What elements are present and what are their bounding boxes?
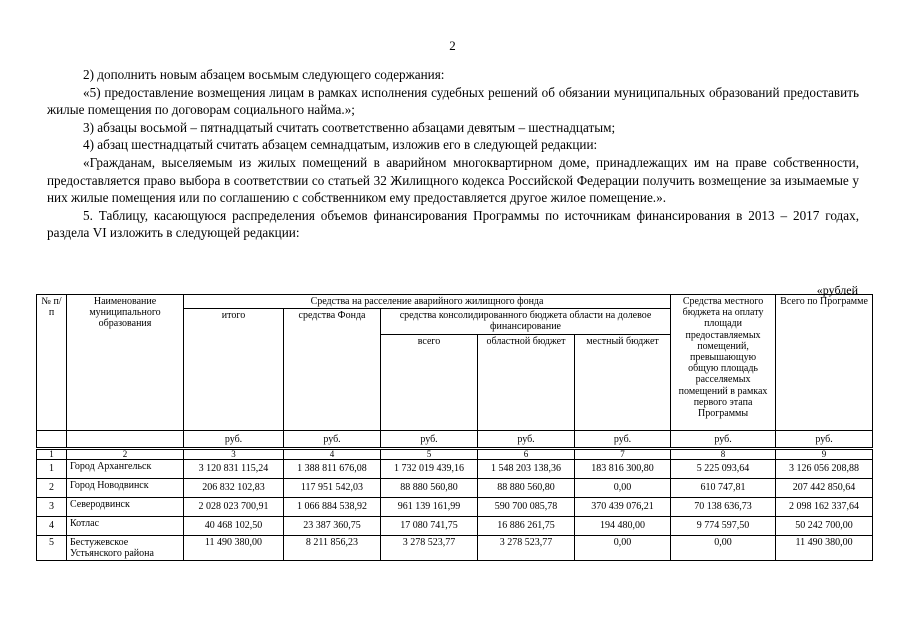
- row-program-total: 11 490 380,00: [776, 535, 873, 560]
- column-number: 1: [37, 448, 67, 459]
- table-row: [37, 516, 873, 535]
- row-all: 17 080 741,75: [381, 516, 478, 535]
- unit-label: «рублей: [816, 283, 858, 297]
- row-regional: 3 278 523,77: [478, 535, 575, 560]
- financing-table: [36, 294, 873, 561]
- paragraph: 2) дополнить новым абзацем восьмым следующего содержания:: [83, 67, 445, 82]
- row-local: 370 439 076,21: [575, 497, 671, 516]
- header-num: № п/п: [37, 295, 67, 431]
- unit-cell: руб.: [284, 430, 381, 448]
- header-row: [37, 295, 873, 309]
- row-name: Город Архангельск: [67, 459, 184, 478]
- column-number: 4: [284, 448, 381, 459]
- row-all: 1 732 019 439,16: [381, 459, 478, 478]
- row-fund: 1 388 811 676,08: [284, 459, 381, 478]
- paragraph: «Гражданам, выселяемым из жилых помещений в аварийном многоквартирном доме, принадлежащих им на праве собственности, предоставляется право выбора в соответствии со статьей 32 Жилищного кодекса Российской Федерации получить возмещение за изымаемые у них жилые помещения или по соглашению с собственником ему предоставляется другое жилое помещение.».: [47, 154, 859, 206]
- row-name: Город Новодвинск: [67, 478, 184, 497]
- row-regional: 88 880 560,80: [478, 478, 575, 497]
- row-total: 206 832 102,83: [184, 478, 284, 497]
- column-number: 8: [671, 448, 776, 459]
- column-number: 9: [776, 448, 873, 459]
- paragraph: «5) предоставление возмещения лицам в рамках исполнения судебных решений об обязании муниципальных образований предоставить жилые помещения по договорам социального найма.»;: [47, 84, 859, 118]
- row-total: 3 120 831 115,24: [184, 459, 284, 478]
- unit-cell: руб.: [381, 430, 478, 448]
- header-program-total: Всего по Программе: [776, 295, 873, 431]
- row-local: 0,00: [575, 478, 671, 497]
- row-local-excess: 610 747,81: [671, 478, 776, 497]
- row-all: 88 880 560,80: [381, 478, 478, 497]
- row-program-total: 50 242 700,00: [776, 516, 873, 535]
- row-fund: 117 951 542,03: [284, 478, 381, 497]
- table-row: [37, 535, 873, 560]
- header-all: всего: [381, 334, 478, 430]
- row-num: 1: [37, 459, 67, 478]
- page-number: 2: [449, 38, 456, 53]
- row-local: 183 816 300,80: [575, 459, 671, 478]
- row-num: 2: [37, 478, 67, 497]
- header-resettlement: Средства на расселение аварийного жилищного фонда: [184, 295, 671, 309]
- header-fund: средства Фонда: [284, 309, 381, 430]
- unit-cell: руб.: [184, 430, 284, 448]
- unit-cell: руб.: [671, 430, 776, 448]
- column-number: 2: [67, 448, 184, 459]
- header-total: итого: [184, 309, 284, 430]
- row-local-excess: 9 774 597,50: [671, 516, 776, 535]
- row-total: 11 490 380,00: [184, 535, 284, 560]
- row-name: Бестужевское Устьянского района: [67, 535, 184, 560]
- table-row: [37, 497, 873, 516]
- row-all: 3 278 523,77: [381, 535, 478, 560]
- unit-cell: [67, 430, 184, 448]
- row-program-total: 2 098 162 337,64: [776, 497, 873, 516]
- column-number: 7: [575, 448, 671, 459]
- row-fund: 23 387 360,75: [284, 516, 381, 535]
- table-row: [37, 478, 873, 497]
- column-number: 3: [184, 448, 284, 459]
- column-number-row: [37, 448, 873, 459]
- row-program-total: 3 126 056 208,88: [776, 459, 873, 478]
- row-regional: 1 548 203 138,36: [478, 459, 575, 478]
- row-num: 3: [37, 497, 67, 516]
- row-local-excess: 0,00: [671, 535, 776, 560]
- row-total: 2 028 023 700,91: [184, 497, 284, 516]
- row-local: 0,00: [575, 535, 671, 560]
- row-num: 4: [37, 516, 67, 535]
- header-regional: областной бюджет: [478, 334, 575, 430]
- row-name: Северодвинск: [67, 497, 184, 516]
- row-regional: 16 886 261,75: [478, 516, 575, 535]
- row-local-excess: 70 138 636,73: [671, 497, 776, 516]
- row-fund: 8 211 856,23: [284, 535, 381, 560]
- row-program-total: 207 442 850,64: [776, 478, 873, 497]
- table-row: [37, 459, 873, 478]
- row-name: Котлас: [67, 516, 184, 535]
- row-fund: 1 066 884 538,92: [284, 497, 381, 516]
- header-local: местный бюджет: [575, 334, 671, 430]
- row-local: 194 480,00: [575, 516, 671, 535]
- row-num: 5: [37, 535, 67, 560]
- paragraph: 3) абзацы восьмой – пятнадцатый считать соответственно абзацами девятым – шестнадцатым;: [83, 119, 616, 135]
- unit-row: [37, 430, 873, 448]
- row-all: 961 139 161,99: [381, 497, 478, 516]
- header-consolidated: средства консолидированного бюджета области на долевое финансирование: [381, 309, 671, 334]
- body-text: [47, 66, 859, 242]
- unit-cell: руб.: [776, 430, 873, 448]
- unit-cell: руб.: [575, 430, 671, 448]
- row-total: 40 468 102,50: [184, 516, 284, 535]
- row-regional: 590 700 085,78: [478, 497, 575, 516]
- paragraph: 4) абзац шестнадцатый считать абзацем семнадцатым, изложив его в следующей редакции:: [83, 137, 598, 153]
- unit-cell: руб.: [478, 430, 575, 448]
- header-local-excess: Средства местного бюджета на оплату площади предоставляемых помещений, превышающую общую площадь расселяемых помещений в рамках первого этапа Программы: [671, 295, 776, 431]
- row-local-excess: 5 225 093,64: [671, 459, 776, 478]
- paragraph: 5. Таблицу, касающуюся распределения объемов финансирования Программы по источникам финансирования в 2013 – 2017 годах, раздела VI изложить в следующей редакции:: [47, 207, 859, 241]
- unit-cell: [37, 430, 67, 448]
- column-number: 5: [381, 448, 478, 459]
- header-name: Наименование муниципального образования: [67, 295, 184, 431]
- column-number: 6: [478, 448, 575, 459]
